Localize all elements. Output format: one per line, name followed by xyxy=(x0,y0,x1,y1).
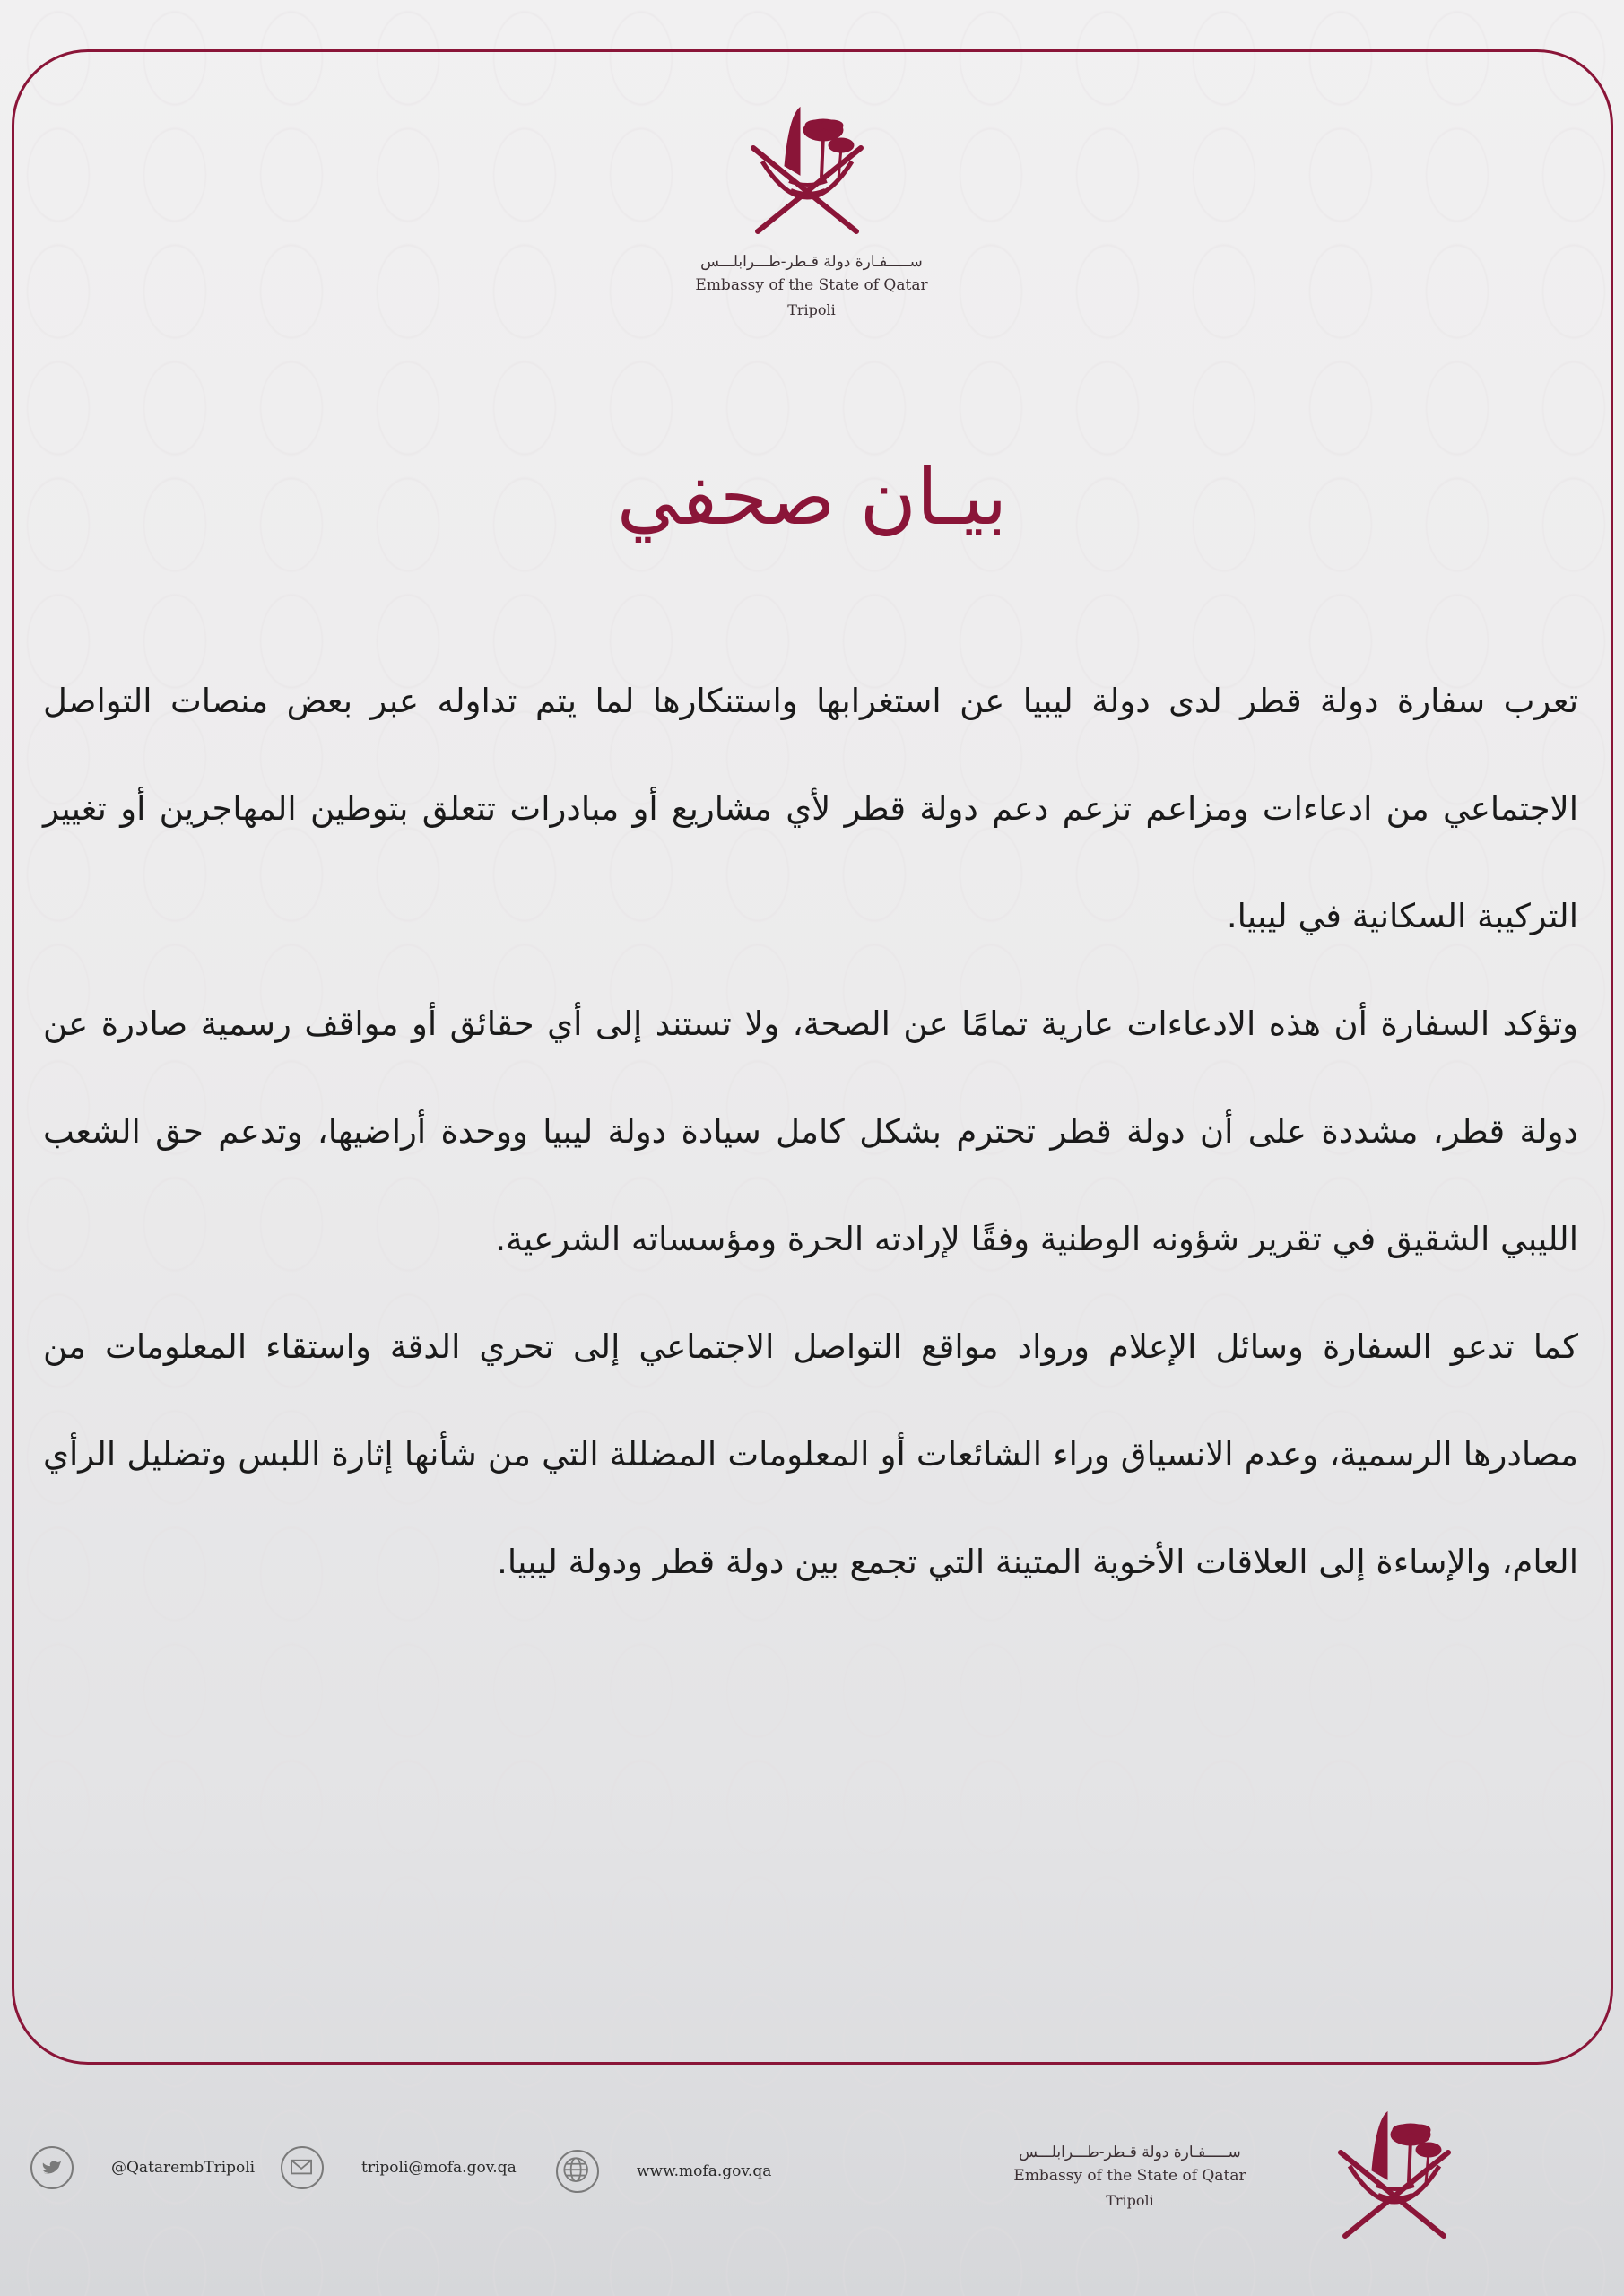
footer-email[interactable] xyxy=(281,2146,517,2189)
footer-embassy-text xyxy=(1000,2144,1260,2209)
twitter-icon xyxy=(30,2146,74,2189)
mail-icon xyxy=(281,2146,324,2189)
header-city: Tripoli xyxy=(787,301,836,318)
qatar-emblem-icon xyxy=(735,99,879,242)
paragraph-2: وتؤكد السفارة أن هذه الادعاءات عارية تمامًا عن الصحة، ولا تستند إلى أي حقائق أو مواقف رسمية صادرة عن دولة قطر، مشددة على أن دولة قطر تحترم بشكل كامل سيادة دولة ليبيا ووحدة أراضيها، وتدعم حق الشعب الليبي الشقيق في تقرير شؤونه الوطنية وفقًا لإرادته الحرة ومؤسساته الشرعية. xyxy=(43,1004,1578,1258)
footer-twitter[interactable] xyxy=(30,2146,255,2189)
header-org-ar: ســـــفـارة دولة قـطر-طـــرابلـــس xyxy=(700,253,923,271)
header-embassy-text xyxy=(682,253,942,318)
globe-icon xyxy=(556,2150,599,2193)
footer-website[interactable] xyxy=(556,2150,771,2193)
footer-org-en: Embassy of the State of Qatar xyxy=(1013,2167,1246,2185)
footer-org-ar: ســـــفـارة دولة قـطر-طـــرابلـــس xyxy=(1019,2144,1241,2161)
header-org-en: Embassy of the State of Qatar xyxy=(695,276,928,294)
paragraph-1: تعرب سفارة دولة قطر لدى دولة ليبيا عن استغرابها واستنكارها لما يتم تداوله عبر بعض منصات التواصل الاجتماعي من ادعاءات ومزاعم تزعم دعم دولة قطر لأي مشاريع أو مبادرات تتعلق بتوطين المهاجرين أو تغيير التركيبة السكانية في ليبيا. xyxy=(43,682,1578,935)
website-url: www.mofa.gov.qa xyxy=(637,2162,772,2180)
paragraph-3: كما تدعو السفارة وسائل الإعلام ورواد مواقع التواصل الاجتماعي إلى تحري الدقة واستقاء المعلومات من مصادرها الرسمية، وعدم الانسياق وراء الشائعات أو المعلومات المضللة التي من شأنها إثارة اللبس وتضليل الرأي العام، والإساءة إلى العلاقات الأخوية المتينة التي تجمع بين دولة قطر ودولة ليبيا. xyxy=(43,1327,1578,1581)
statement-body xyxy=(43,648,1578,1616)
twitter-handle: @QatarembTripoli xyxy=(111,2159,256,2177)
email-address: tripoli@mofa.gov.qa xyxy=(361,2159,517,2177)
footer-city: Tripoli xyxy=(1106,2192,1154,2209)
page-title: بيـان صحفي xyxy=(616,453,1008,543)
qatar-emblem-icon xyxy=(1323,2103,1466,2247)
